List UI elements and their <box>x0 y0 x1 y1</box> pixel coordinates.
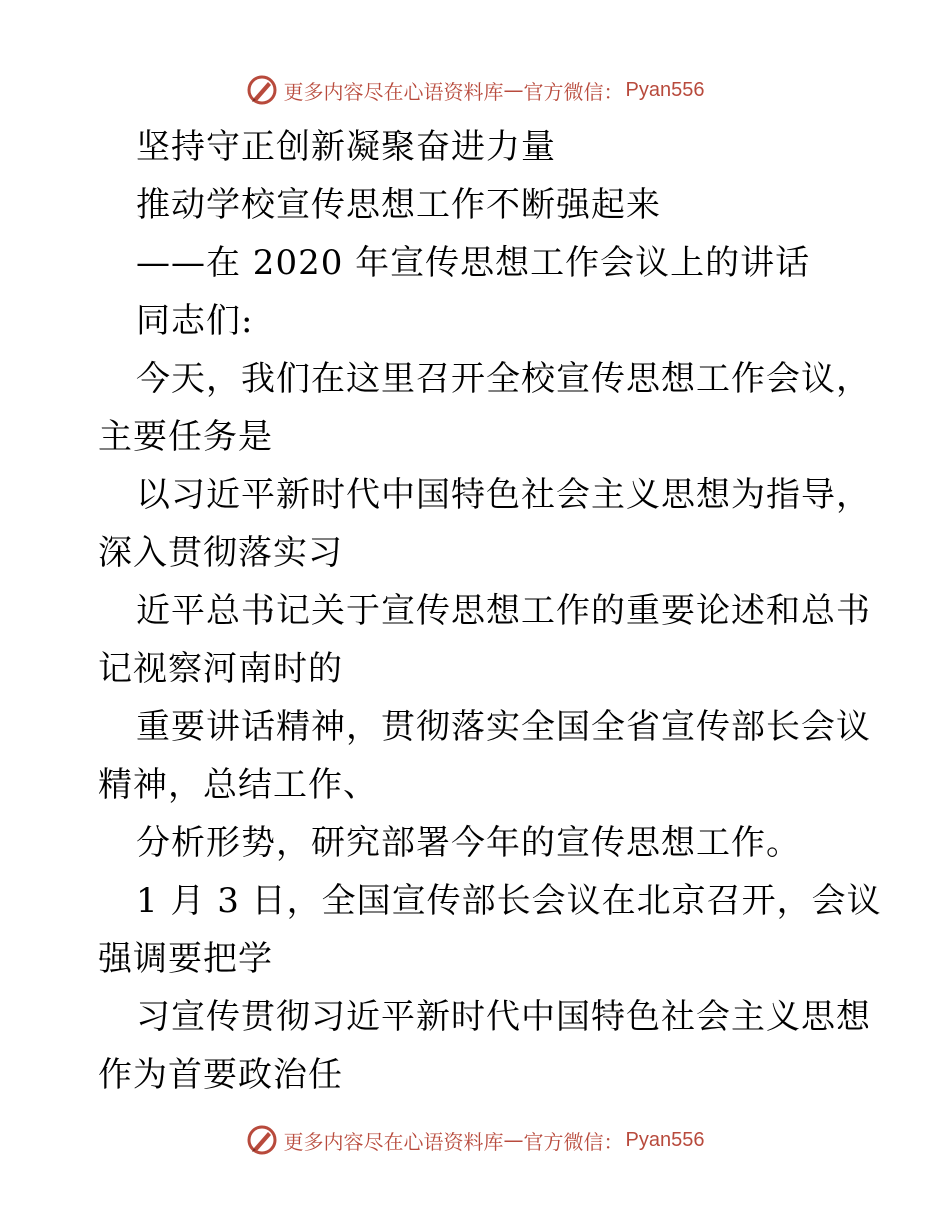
banner-wechat-id: Pyan556 <box>625 1128 705 1151</box>
banner-separator: — <box>503 78 524 102</box>
text-line: 坚持守正创新凝聚奋进力量 <box>136 127 556 167</box>
text-line: 以习近平新时代中国特色社会主义思想为指导， <box>136 475 871 515</box>
banner-wechat-id: Pyan556 <box>625 78 705 101</box>
text-line: 强调要把学 <box>98 939 273 979</box>
banner-separator: — <box>503 1128 524 1152</box>
text-line: 习宣传贯彻习近平新时代中国特色社会主义思想 <box>136 997 871 1037</box>
text-line: 分析形势，研究部署今年的宣传思想工作。 <box>136 823 801 863</box>
text-line: 近平总书记关于宣传思想工作的重要论述和总书 <box>136 591 871 631</box>
banner-text: 更多内容尽在心语资料库 <box>283 1129 504 1154</box>
text-line: 重要讲话精神，贯彻落实全国全省宣传部长会议 <box>136 707 871 747</box>
document-body <box>98 118 882 1104</box>
text-line: 记视察河南时的 <box>98 649 343 689</box>
text-line: 同志们: <box>136 301 254 341</box>
text-line: 今天，我们在这里召开全校宣传思想工作会议， <box>136 359 871 399</box>
banner-wechat-label: 官方微信： <box>523 79 624 104</box>
banner-wechat-label: 官方微信： <box>523 1129 624 1154</box>
pen-logo-icon <box>246 1124 278 1156</box>
text-line: ——在 2020 年宣传思想工作会议上的讲话 <box>136 243 811 283</box>
text-line: 作为首要政治任 <box>98 1055 343 1095</box>
pen-logo-icon <box>246 74 278 106</box>
footer-banner <box>0 1120 950 1160</box>
text-line: 深入贯彻落实习 <box>98 533 343 573</box>
text-line: 精神，总结工作、 <box>98 765 378 805</box>
header-banner <box>0 70 950 110</box>
text-line: 主要任务是 <box>98 417 273 457</box>
banner-text: 更多内容尽在心语资料库 <box>283 79 504 104</box>
text-line: 推动学校宣传思想工作不断强起来 <box>136 185 661 225</box>
text-line: 1 月 3 日，全国宣传部长会议在北京召开，会议 <box>136 881 882 921</box>
